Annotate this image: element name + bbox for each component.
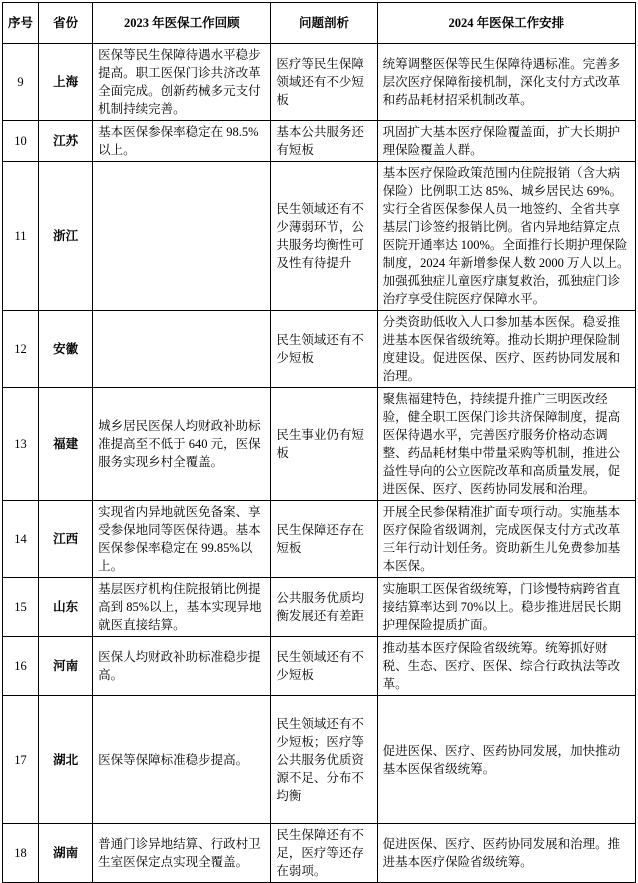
plan-2024-cell: 实施职工医保省级统筹，门诊慢特病跨省直接结算率达到 70%以上。稳步推进居民长期护理保险提质扩面。	[377, 578, 635, 637]
row-number-cell: 12	[3, 311, 39, 388]
row-number-cell: 9	[3, 44, 39, 121]
problem-cell: 公共服务优质均衡发展还有差距	[271, 578, 377, 637]
province-cell: 福建	[39, 388, 93, 501]
review-2023-cell	[93, 162, 271, 311]
problem-cell: 民生领域还有不少薄弱环节，公共服务均衡性可及性有待提升	[271, 162, 377, 311]
table-row	[3, 44, 636, 121]
problem-cell: 民生保障还有不足，医疗等还存在弱项。	[271, 824, 377, 883]
row-number-cell: 18	[3, 824, 39, 883]
row-number-cell: 10	[3, 121, 39, 162]
row-number-cell: 11	[3, 162, 39, 311]
province-cell: 浙江	[39, 162, 93, 311]
province-cell: 山东	[39, 578, 93, 637]
table-row	[3, 162, 636, 311]
review-2023-cell: 医保等保障标准稳步提高。	[93, 696, 271, 824]
review-2023-cell: 医保人均财政补助标准稳步提高。	[93, 637, 271, 696]
plan-2024-cell: 开展全民参保精准扩面专项行动。实施基本医疗保险省级调剂，完成医保支付方式改革三年行动计划任务。资助新生儿免费参加基本医保。	[377, 501, 635, 578]
province-cell: 河南	[39, 637, 93, 696]
header-row	[3, 3, 636, 44]
plan-2024-cell: 统筹调整医保等民生保障待遇标准。完善多层次医疗保障衔接机制，深化支付方式改革和药品耗材招采机制改革。	[377, 44, 635, 121]
review-2023-cell: 医保等民生保障待遇水平稳步提高。职工医保门诊共济改革全面完成。创新药械多元支付机制持续完善。	[93, 44, 271, 121]
province-cell: 湖南	[39, 824, 93, 883]
table-row	[3, 696, 636, 824]
row-number-cell: 16	[3, 637, 39, 696]
table-row	[3, 501, 636, 578]
review-2023-cell: 城乡居民医保人均财政补助标准提高至不低于 640 元，医保服务实现乡村全覆盖。	[93, 388, 271, 501]
insurance-work-table	[2, 2, 636, 883]
problem-cell: 民生保障还存在短板	[271, 501, 377, 578]
review-2023-cell: 基层医疗机构住院报销比例提高到 85%以上，基本实现异地就医直接结算。	[93, 578, 271, 637]
table-row	[3, 824, 636, 883]
plan-2024-cell: 促进医保、医疗、医药协同发展，加快推动基本医保省级统筹。	[377, 696, 635, 824]
province-cell: 江西	[39, 501, 93, 578]
row-number-cell: 17	[3, 696, 39, 824]
problem-cell: 民生领域还有不少短板；医疗等公共服务优质资源不足、分布不均衡	[271, 696, 377, 824]
header-no: 序号	[3, 3, 39, 44]
table-row	[3, 637, 636, 696]
province-cell: 上海	[39, 44, 93, 121]
plan-2024-cell: 分类资助低收入人口参加基本医保。稳妥推进基本医保省级统筹。推动长期护理保险制度建设。促进医保、医疗、医药协同发展和治理。	[377, 311, 635, 388]
review-2023-cell: 基本医保参保率稳定在 98.5%以上。	[93, 121, 271, 162]
province-cell: 湖北	[39, 696, 93, 824]
problem-cell: 民生领域还有不少短板	[271, 637, 377, 696]
review-2023-cell: 普通门诊异地结算、行政村卫生室医保定点实现全覆盖。	[93, 824, 271, 883]
header-province: 省份	[39, 3, 93, 44]
table-row	[3, 121, 636, 162]
table-row	[3, 578, 636, 637]
problem-cell: 民生事业仍有短板	[271, 388, 377, 501]
plan-2024-cell: 推动基本医疗保险省级统筹。统筹抓好财税、生态、医疗、医保、综合行政执法等改革。	[377, 637, 635, 696]
review-2023-cell	[93, 311, 271, 388]
problem-cell: 基本公共服务还有短板	[271, 121, 377, 162]
row-number-cell: 13	[3, 388, 39, 501]
table-row	[3, 311, 636, 388]
table-row	[3, 388, 636, 501]
plan-2024-cell: 巩固扩大基本医疗保险覆盖面，扩大长期护理保险覆盖人群。	[377, 121, 635, 162]
problem-cell: 医疗等民生保障领域还有不少短板	[271, 44, 377, 121]
row-number-cell: 14	[3, 501, 39, 578]
plan-2024-cell: 促进医保、医疗、医药协同发展和治理。推进基本医疗保险省级统筹。	[377, 824, 635, 883]
province-cell: 江苏	[39, 121, 93, 162]
header-review-2023: 2023 年医保工作回顾	[93, 3, 271, 44]
header-problem: 问题剖析	[271, 3, 377, 44]
plan-2024-cell: 基本医疗保险政策范围内住院报销（含大病保险）比例职工达 85%、城乡居民达 69%。实行全省医保参保人员一地签约、全省共享基层门诊签约报销比例。省内异地结算定点医院开通率达 100%。全面推行长期护理保险制度，2024 年新增参保人数 2000 万人以上。加强孤独症儿童医疗康复救治，孤独症门诊治疗享受住院医疗保障水平。	[377, 162, 635, 311]
problem-cell: 民生领域还有不少短板	[271, 311, 377, 388]
header-plan-2024: 2024 年医保工作安排	[377, 3, 635, 44]
province-cell: 安徽	[39, 311, 93, 388]
plan-2024-cell: 聚焦福建特色，持续提升推广三明医改经验，健全职工医保门诊共济保障制度，提高医保待遇水平，完善医疗服务价格动态调整、药品耗材集中带量采购等机制，推进公益性导向的公立医院改革和高质量发展，促进医保、医疗、医药协同发展和治理。	[377, 388, 635, 501]
review-2023-cell: 实现省内异地就医免备案、享受参保地同等医保待遇。基本医保参保率稳定在 99.85%以上。	[93, 501, 271, 578]
row-number-cell: 15	[3, 578, 39, 637]
